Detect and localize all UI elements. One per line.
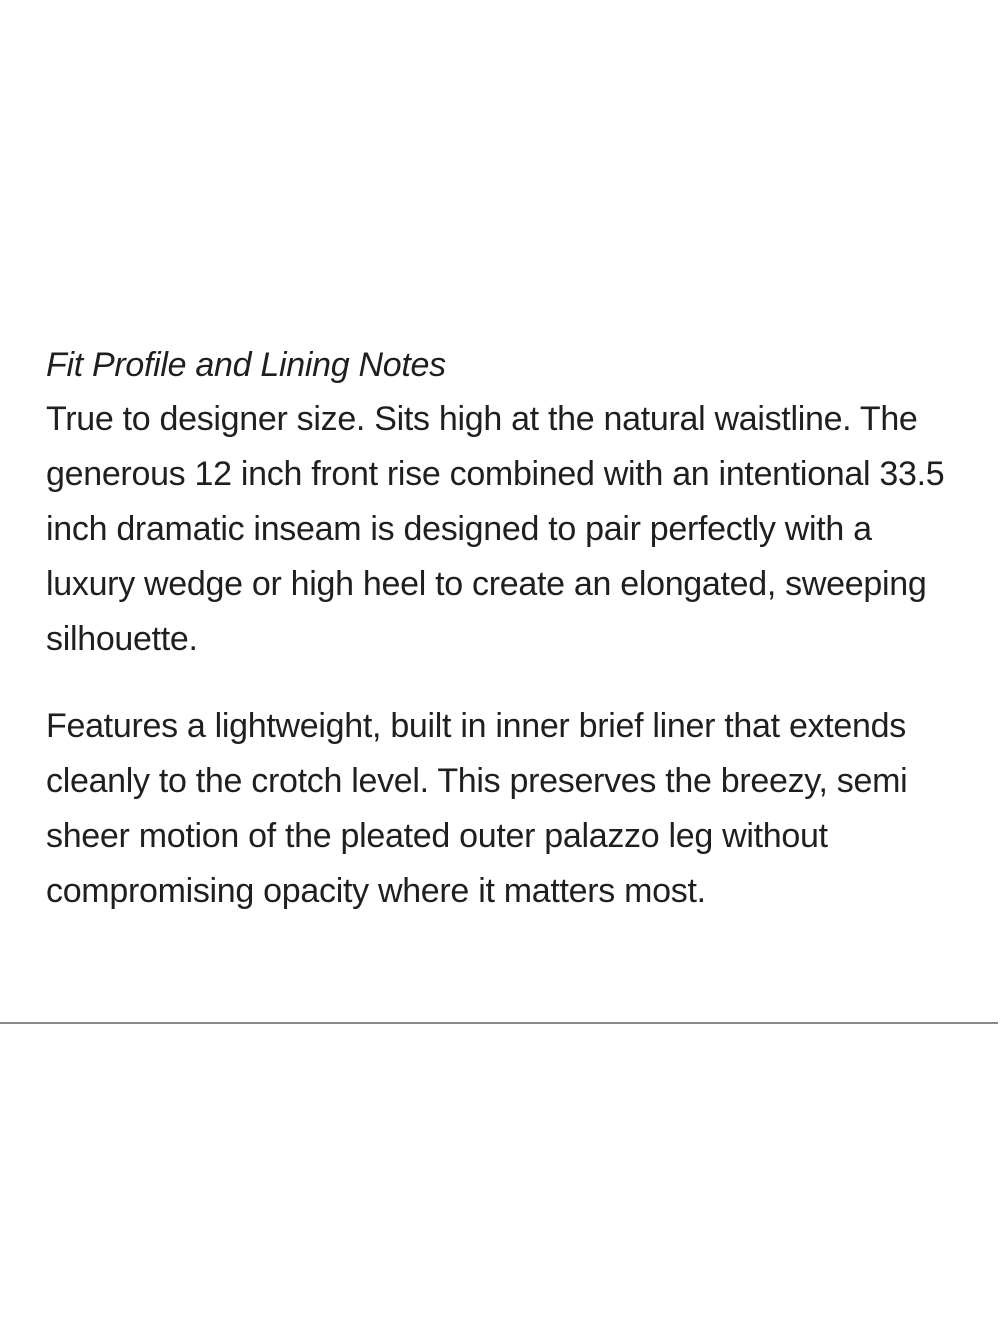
section-divider bbox=[0, 1022, 998, 1024]
lining-description-paragraph: Features a lightweight, built in inner brief liner that extends cleanly to the crotch level. This preserves the breezy, semi sheer motion of the pleated outer palazzo leg without compromising opacity where it matters most. bbox=[46, 707, 908, 910]
fit-description-paragraph: True to designer size. Sits high at the natural waistline. The generous 12 inch front rise combined with an intentional 33.5 inch dramatic inseam is designed to pair perfectly with a luxury wedge or high heel to create an elongated, sweeping silhouette. bbox=[46, 400, 945, 658]
fit-profile-notes-section bbox=[46, 338, 966, 919]
section-heading: Fit Profile and Lining Notes bbox=[46, 346, 446, 384]
